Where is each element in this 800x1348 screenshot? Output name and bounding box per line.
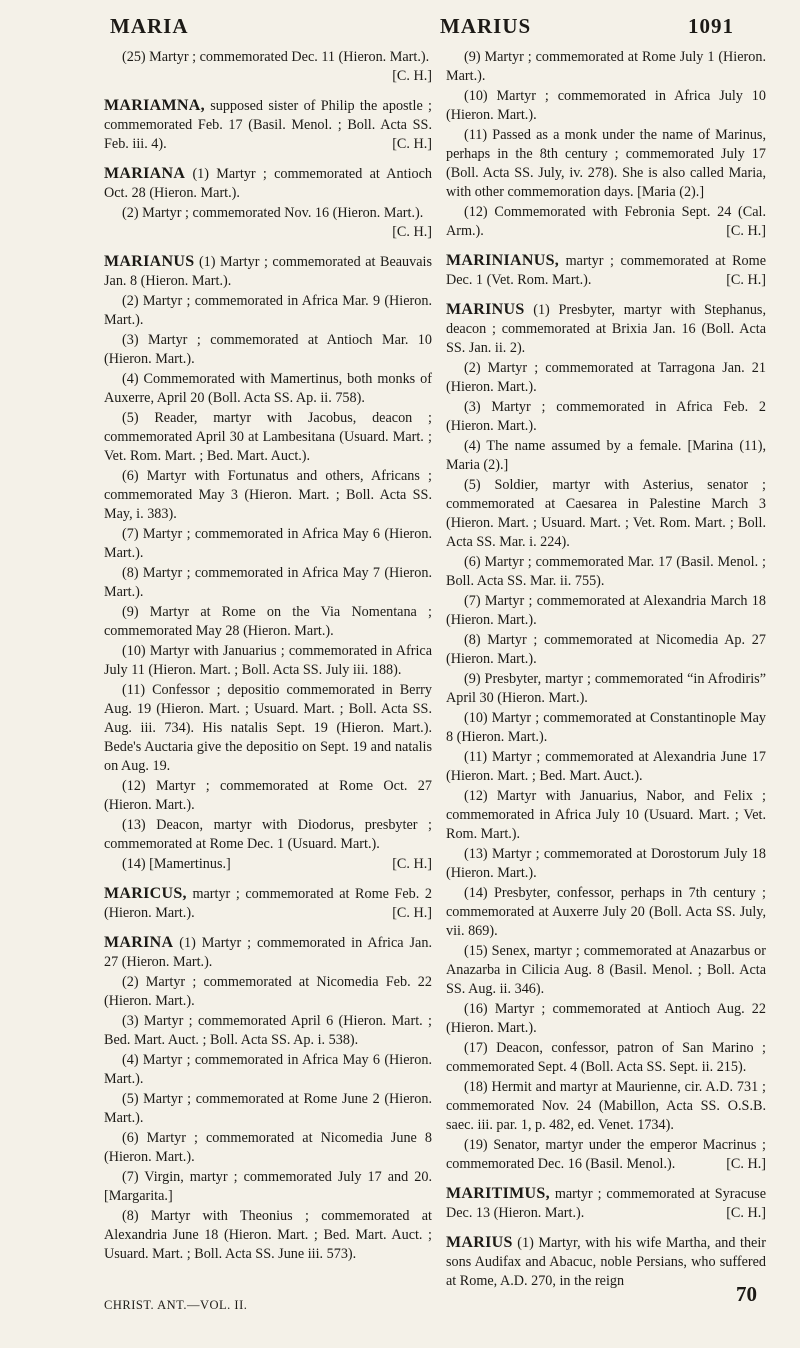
entry-text: (1) Martyr, with his wife Martha, and their sons Audifax and Abacuc, noble Persians, who suffered at Rome, A.D. 270, in the reign bbox=[446, 1235, 766, 1289]
signature-mark: 70 bbox=[736, 1282, 757, 1306]
entry-text: (5) Soldier, martyr with Asterius, senator ; commemorated at Caesarea in Palestine March 3 (Hieron. Mart. ; Usuard. Mart. ; Vet. Rom. Mart. ; Boll. Acta SS. Mar. i. 224). bbox=[446, 477, 766, 550]
entry-text: martyr ; commemorated at Rome Feb. 2 (Hieron. Mart.). bbox=[104, 886, 432, 921]
footer-volume-line: CHRIST. ANT.—VOL. II. bbox=[104, 1298, 248, 1312]
running-header bbox=[110, 14, 734, 44]
sub-entry bbox=[104, 1090, 432, 1128]
headword-entry bbox=[104, 252, 432, 291]
headword: MARIANA bbox=[104, 165, 186, 182]
sub-entry bbox=[446, 748, 766, 786]
entry-text: (3) Martyr ; commemorated in Africa Feb. 2 (Hieron. Mart.). bbox=[446, 399, 766, 434]
entry-text: martyr ; commemorated at Rome Dec. 1 (Vet. Rom. Mart.). bbox=[446, 253, 766, 288]
author-initials: [C. H.] bbox=[726, 1205, 766, 1221]
entry-text: (8) Martyr ; commemorated at Nicomedia Ap. 27 (Hieron. Mart.). bbox=[446, 632, 766, 667]
right-column bbox=[446, 48, 766, 1292]
sub-entry bbox=[446, 845, 766, 883]
entry-text: (2) Martyr ; commemorated Nov. 16 (Hieron. Mart.). bbox=[122, 205, 424, 221]
sub-entry bbox=[446, 126, 766, 202]
sub-entry bbox=[104, 292, 432, 330]
entry-text: (3) Martyr ; commemorated at Antioch Mar. 10 (Hieron. Mart.). bbox=[104, 332, 432, 367]
entry-text: (15) Senex, martyr ; commemorated at Anazarbus or Anazarba in Cilicia Aug. 8 (Basil. Menol. ; Boll. Acta SS. Aug. ii. 346). bbox=[446, 943, 766, 997]
headword: MARIUS bbox=[446, 1234, 513, 1251]
author-initials: [C. H.] bbox=[392, 224, 432, 240]
entry-text: (4) Martyr ; commemorated in Africa May 6 (Hieron. Mart.). bbox=[104, 1052, 432, 1087]
headword: MARIAMNA, bbox=[104, 97, 205, 114]
sub-entry bbox=[104, 1129, 432, 1167]
entry-text: (14) [Mamertinus.] bbox=[122, 856, 231, 872]
entry-text: (1) Martyr ; commemorated at Antioch Oct. 28 (Hieron. Mart.). bbox=[104, 166, 432, 201]
author-initials: [C. H.] bbox=[392, 905, 432, 921]
sub-entry bbox=[104, 1168, 432, 1206]
entry-text: (10) Martyr ; commemorated at Constantinople May 8 (Hieron. Mart.). bbox=[446, 710, 766, 745]
sub-entry bbox=[446, 1136, 766, 1174]
sub-entry bbox=[104, 973, 432, 1011]
entry-text: (9) Martyr ; commemorated at Rome July 1 (Hieron. Mart.). bbox=[446, 49, 766, 84]
entry-text: (16) Martyr ; commemorated at Antioch Aug. 22 (Hieron. Mart.). bbox=[446, 1001, 766, 1036]
entry-text: (8) Martyr ; commemorated in Africa May 7 (Hieron. Mart.). bbox=[104, 565, 432, 600]
sub-entry bbox=[104, 564, 432, 602]
entry-text: (7) Martyr ; commemorated in Africa May 6 (Hieron. Mart.). bbox=[104, 526, 432, 561]
headword: MARINIANUS, bbox=[446, 252, 560, 269]
headword-entry bbox=[446, 1184, 766, 1223]
entry-text: (5) Martyr ; commemorated at Rome June 2 (Hieron. Mart.). bbox=[104, 1091, 432, 1126]
sub-entry bbox=[446, 709, 766, 747]
entry-text: (25) Martyr ; commemorated Dec. 11 (Hieron. Mart.). bbox=[122, 49, 430, 65]
sub-entry bbox=[104, 642, 432, 680]
headword-entry bbox=[446, 300, 766, 358]
entry-text: (18) Hermit and martyr at Maurienne, cir. A.D. 731 ; commemorated Nov. 24 (Mabillon, Acta SS. O.S.B. saec. iii. par. 1, p. 482, ed. Venet. 1734). bbox=[446, 1079, 766, 1133]
headword-entry bbox=[104, 933, 432, 972]
header-center-word: MARIUS bbox=[440, 14, 532, 38]
headword: MARICUS, bbox=[104, 885, 187, 902]
sub-entry bbox=[446, 1039, 766, 1077]
entry-text: (17) Deacon, confessor, patron of San Marino ; commemorated Sept. 4 (Boll. Acta SS. Sept. ii. 215). bbox=[446, 1040, 766, 1075]
headword-entry bbox=[446, 251, 766, 290]
headword-entry bbox=[104, 884, 432, 923]
headword-entry bbox=[446, 1233, 766, 1291]
sub-entry bbox=[446, 87, 766, 125]
sub-entry bbox=[446, 437, 766, 475]
entry-text: (2) Martyr ; commemorated at Tarragona Jan. 21 (Hieron. Mart.). bbox=[446, 360, 766, 395]
sub-entry bbox=[104, 370, 432, 408]
entry-text: (13) Deacon, martyr with Diodorus, presbyter ; commemorated at Rome Dec. 1 (Usuard. Mart.). bbox=[104, 817, 432, 852]
entry-text: (1) Martyr ; commemorated in Africa Jan. 27 (Hieron. Mart.). bbox=[104, 935, 432, 970]
author-initials: [C. H.] bbox=[726, 1156, 766, 1172]
sub-entry bbox=[446, 203, 766, 241]
entry-text: (12) Martyr with Januarius, Nabor, and Felix ; commemorated in Africa July 10 (Usuard. Mart. ; Vet. Rom. Mart.). bbox=[446, 788, 766, 842]
sub-entry bbox=[104, 48, 432, 86]
sub-entry bbox=[446, 553, 766, 591]
author-initials: [C. H.] bbox=[726, 272, 766, 288]
headword-entry bbox=[104, 96, 432, 154]
entry-text: (1) Presbyter, martyr with Stephanus, deacon ; commemorated at Brixia Jan. 16 (Boll. Acta SS. Jan. ii. 2). bbox=[446, 302, 766, 356]
entry-text: (11) Martyr ; commemorated at Alexandria June 17 (Hieron. Mart. ; Bed. Mart. Auct.). bbox=[446, 749, 766, 784]
headword: MARIANUS bbox=[104, 253, 195, 270]
entry-text: (12) Martyr ; commemorated at Rome Oct. 27 (Hieron. Mart.). bbox=[104, 778, 432, 813]
entry-text: (3) Martyr ; commemorated April 6 (Hieron. Mart. ; Bed. Mart. Auct. ; Boll. Acta SS. Ap. i. 538). bbox=[104, 1013, 432, 1048]
sub-entry bbox=[104, 777, 432, 815]
author-initials: [C. H.] bbox=[392, 136, 432, 152]
headword: MARITIMUS, bbox=[446, 1185, 550, 1202]
entry-text: martyr ; commemorated at Syracuse Dec. 13 (Hieron. Mart.). bbox=[446, 1186, 766, 1221]
left-column bbox=[104, 48, 432, 1265]
sub-entry bbox=[446, 942, 766, 999]
entry-text: (11) Confessor ; depositio commemorated in Berry Aug. 19 (Hieron. Mart. ; Usuard. Mart. ; Boll. Acta SS. Aug. iii. 734). His natalis Sept. 19 (Hieron. Mart.). Bede's Auctaria give the depositio on Sept. 19 and natalis on Aug. 19. bbox=[104, 682, 432, 774]
entry-text: (11) Passed as a monk under the name of Marinus, perhaps in the 8th century ; commemorated July 17 (Boll. Acta SS. July, iv. 278). She is also called Maria, with other commemoration days. [Maria (2).] bbox=[446, 127, 766, 200]
sub-entry bbox=[446, 631, 766, 669]
sub-entry bbox=[446, 1000, 766, 1038]
sub-entry bbox=[104, 525, 432, 563]
sub-entry bbox=[104, 331, 432, 369]
sub-entry bbox=[446, 48, 766, 86]
headword-entry bbox=[104, 164, 432, 203]
entry-text: (2) Martyr ; commemorated in Africa Mar. 9 (Hieron. Mart.). bbox=[104, 293, 432, 328]
headword: MARINUS bbox=[446, 301, 525, 318]
entry-text: (5) Reader, martyr with Jacobus, deacon ; commemorated April 30 at Lambesitana (Usuard. Mart. ; Vet. Rom. Mart. ; Bed. Mart. Auct.). bbox=[104, 410, 432, 464]
header-left-word: MARIA bbox=[110, 14, 189, 38]
entry-text: (9) Presbyter, martyr ; commemorated “in Afrodiris” April 30 (Hieron. Mart.). bbox=[446, 671, 766, 706]
entry-text: (14) Presbyter, confessor, perhaps in 7th century ; commemorated at Auxerre July 20 (Boll. Acta SS. July, vii. 869). bbox=[446, 885, 766, 939]
author-initials: [C. H.] bbox=[726, 223, 766, 239]
sub-entry bbox=[104, 681, 432, 776]
sub-entry bbox=[446, 476, 766, 552]
sub-entry bbox=[446, 884, 766, 941]
entry-text: (2) Martyr ; commemorated at Nicomedia Feb. 22 (Hieron. Mart.). bbox=[104, 974, 432, 1009]
entry-text: (4) The name assumed by a female. [Marina (11), Maria (2).] bbox=[446, 438, 766, 473]
sub-entry bbox=[104, 467, 432, 524]
sub-entry bbox=[446, 670, 766, 708]
entry-text: (6) Martyr with Fortunatus and others, Africans ; commemorated May 3 (Hieron. Mart. ; Boll. Acta SS. May, i. 383). bbox=[104, 468, 432, 522]
entry-text: (19) Senator, martyr under the emperor Macrinus ; commemorated Dec. 16 (Basil. Menol.). bbox=[446, 1137, 766, 1172]
author-initials: [C. H.] bbox=[392, 68, 432, 84]
headword: MARINA bbox=[104, 934, 174, 951]
entry-text: (10) Martyr ; commemorated in Africa July 10 (Hieron. Mart.). bbox=[446, 88, 766, 123]
entry-text: (4) Commemorated with Mamertinus, both monks of Auxerre, April 20 (Boll. Acta SS. Ap. ii. 758). bbox=[104, 371, 432, 406]
sub-entry bbox=[104, 855, 432, 874]
sub-entry bbox=[104, 204, 432, 242]
page-number: 1091 bbox=[688, 14, 734, 38]
entry-text: (7) Martyr ; commemorated at Alexandria March 18 (Hieron. Mart.). bbox=[446, 593, 766, 628]
sub-entry bbox=[104, 1012, 432, 1050]
sub-entry bbox=[446, 359, 766, 397]
entry-text: (9) Martyr at Rome on the Via Nomentana ; commemorated May 28 (Hieron. Mart.). bbox=[104, 604, 432, 639]
entry-text: (6) Martyr ; commemorated at Nicomedia June 8 (Hieron. Mart.). bbox=[104, 1130, 432, 1165]
sub-entry bbox=[446, 787, 766, 844]
entry-text: (7) Virgin, martyr ; commemorated July 17 and 20. [Margarita.] bbox=[104, 1169, 432, 1204]
sub-entry bbox=[446, 398, 766, 436]
sub-entry bbox=[104, 1051, 432, 1089]
entry-text: (1) Martyr ; commemorated at Beauvais Jan. 8 (Hieron. Mart.). bbox=[104, 254, 432, 289]
sub-entry bbox=[446, 1078, 766, 1135]
author-initials: [C. H.] bbox=[392, 856, 432, 872]
sub-entry bbox=[104, 603, 432, 641]
sub-entry bbox=[104, 409, 432, 466]
entry-text: (8) Martyr with Theonius ; commemorated at Alexandria June 18 (Hieron. Mart. ; Bed. Mart. Auct. ; Usuard. Mart. ; Boll. Acta SS. June iii. 573). bbox=[104, 1208, 432, 1262]
sub-entry bbox=[104, 1207, 432, 1264]
sub-entry bbox=[104, 816, 432, 854]
entry-text: supposed sister of Philip the apostle ; commemorated Feb. 17 (Basil. Menol. ; Boll. Acta SS. Feb. iii. 4). bbox=[104, 98, 432, 152]
sub-entry bbox=[446, 592, 766, 630]
entry-text: (12) Commemorated with Febronia Sept. 24 (Cal. Arm.). bbox=[446, 204, 766, 239]
entry-text: (13) Martyr ; commemorated at Dorostorum July 18 (Hieron. Mart.). bbox=[446, 846, 766, 881]
entry-text: (6) Martyr ; commemorated Mar. 17 (Basil. Menol. ; Boll. Acta SS. Mar. ii. 755). bbox=[446, 554, 766, 589]
entry-text: (10) Martyr with Januarius ; commemorated in Africa July 11 (Hieron. Mart. ; Boll. Acta SS. July iii. 188). bbox=[104, 643, 432, 678]
